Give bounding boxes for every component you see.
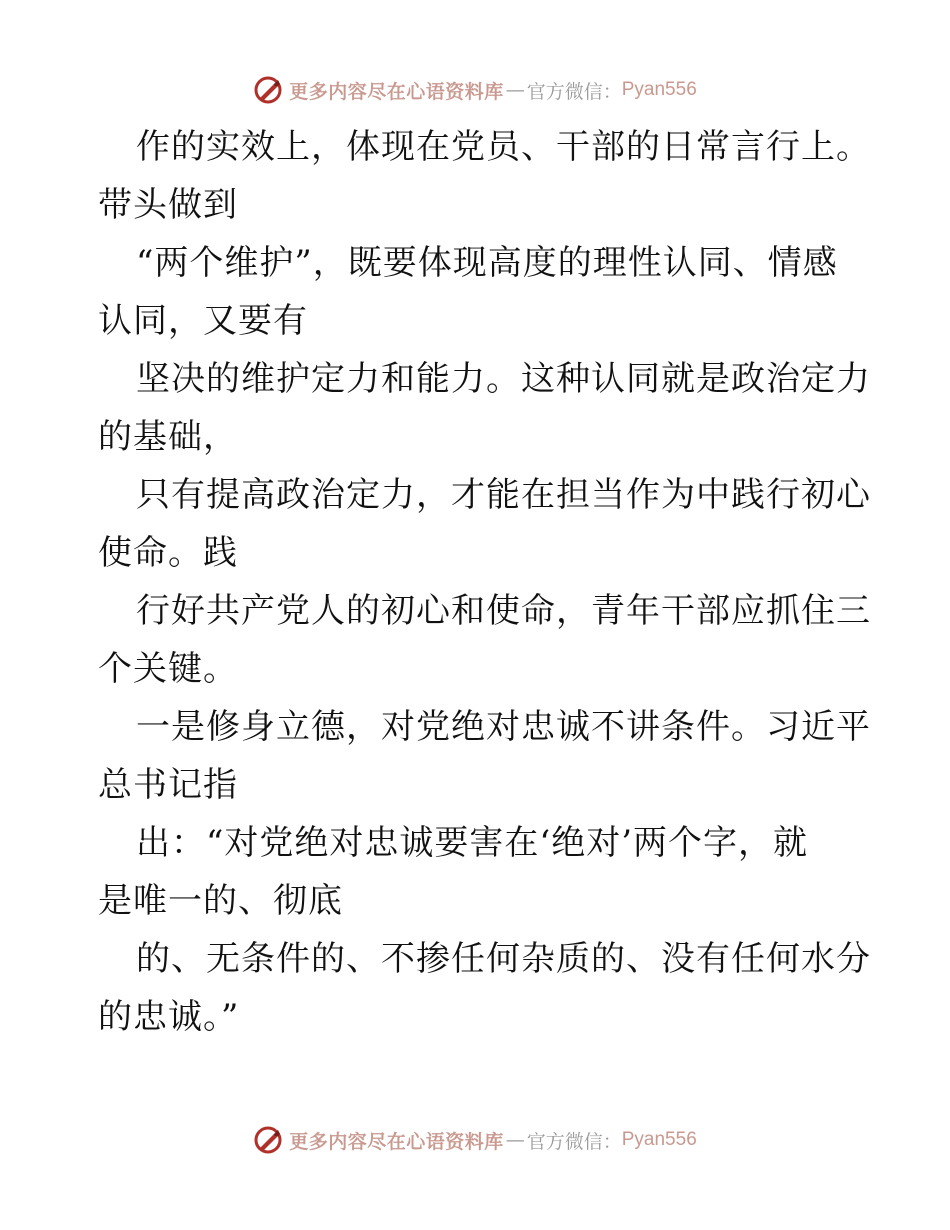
body-line: 行好共产党人的初心和使命，青年干部应抓住三 — [136, 591, 871, 631]
footer-dash: — — [505, 1129, 525, 1151]
pen-logo-icon — [253, 1125, 283, 1155]
footer-banner — [0, 1120, 950, 1160]
header-banner — [0, 70, 950, 110]
header-wechat-id: Pyan556 — [621, 79, 697, 100]
body-line: 的、无条件的、不掺任何杂质的、没有任何水分 — [136, 939, 871, 979]
body-line: 的忠诚。” — [98, 997, 240, 1037]
body-line: 只有提高政治定力，才能在担当作为中践行初心 — [136, 475, 871, 515]
footer-wechat-label: 官方微信： — [526, 1130, 622, 1153]
body-line: 个关键。 — [98, 649, 238, 689]
footer-wechat-id: Pyan556 — [621, 1129, 697, 1150]
header-site-text: 更多内容尽在心语资料库 — [289, 80, 504, 103]
pen-logo-icon — [253, 75, 283, 105]
body-line: 带头做到 — [98, 185, 238, 225]
body-line: 作的实效上，体现在党员、干部的日常言行上。 — [136, 127, 871, 167]
body-line: 使命。践 — [98, 533, 238, 573]
body-line: 总书记指 — [98, 765, 238, 805]
document-body — [98, 118, 871, 1046]
body-line: 认同，又要有 — [98, 301, 308, 341]
footer-site-text: 更多内容尽在心语资料库 — [289, 1130, 504, 1153]
body-line: “两个维护”，既要体现高度的理性认同、情感 — [136, 243, 838, 283]
body-line: 出：“对党绝对忠诚要害在‘绝对’两个字，就 — [136, 823, 808, 863]
header-dash: — — [505, 79, 525, 101]
body-line: 一是修身立德，对党绝对忠诚不讲条件。习近平 — [136, 707, 871, 747]
header-wechat-label: 官方微信： — [526, 80, 622, 103]
body-line: 是唯一的、彻底 — [98, 881, 343, 921]
body-line: 的基础， — [98, 417, 238, 457]
body-line: 坚决的维护定力和能力。这种认同就是政治定力 — [136, 359, 871, 399]
